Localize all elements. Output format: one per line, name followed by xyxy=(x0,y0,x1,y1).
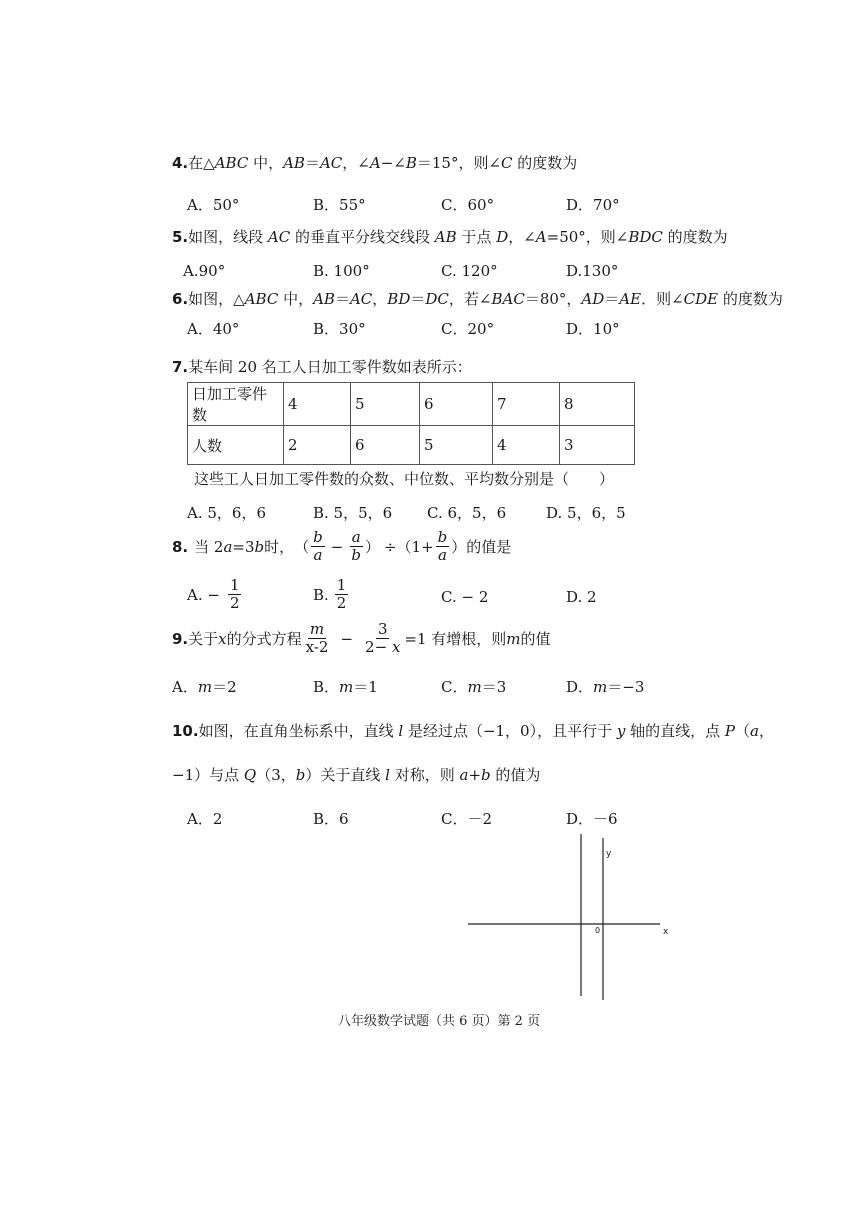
q7-option-d: D. 5，6，5 xyxy=(546,504,626,522)
question-5: 5.如图，线段 AC 的垂直平分线交线段 AB 于点 D，∠A=50°，则∠BDC 的度数为 xyxy=(172,228,728,246)
q6-option-a: A．40° xyxy=(187,320,240,338)
table-cell: 7 xyxy=(493,383,560,426)
q7-option-a: A. 5，6，6 xyxy=(187,504,266,522)
fraction: $\frac{m}{x-2}$ xyxy=(305,620,329,656)
q9-option-c: C．m＝3 xyxy=(441,678,507,696)
q9-option-d: D．m＝−3 xyxy=(566,678,645,696)
fraction: $\frac{1}{2}$ xyxy=(229,576,240,612)
question-number: 4. xyxy=(172,154,189,172)
fraction: $\frac{3}{2- x}$ xyxy=(365,620,401,656)
q9-option-a: A．m＝2 xyxy=(172,678,237,696)
q6-option-d: D．10° xyxy=(566,320,620,338)
q9-option-b: B．m＝1 xyxy=(313,678,378,696)
table-cell: 5 xyxy=(420,426,493,465)
x-axis-label: x xyxy=(663,927,669,937)
table-cell: 3 xyxy=(560,426,635,465)
q8-option-a: A. − $\frac{1}{2}$ xyxy=(187,576,240,612)
q8-option-b: B. $\frac{1}{2}$ xyxy=(313,576,347,612)
table-cell: 6 xyxy=(351,426,420,465)
question-10-line-2: −1）与点 Q（3，b）关于直线 l 对称，则 a+b 的值为 xyxy=(172,766,541,784)
q5-option-a: A.90° xyxy=(183,262,226,280)
table-cell: 6 xyxy=(420,383,493,426)
data-table xyxy=(187,382,635,465)
table-cell: 5 xyxy=(351,383,420,426)
origin-label: 0 xyxy=(595,926,601,935)
table-cell: 4 xyxy=(284,383,351,426)
table-cell: 2 xyxy=(284,426,351,465)
question-number: 7. xyxy=(172,358,189,376)
q10-option-d: D．－6 xyxy=(566,810,618,828)
fraction: $\frac{a}{b}$ xyxy=(351,528,361,564)
fraction: $\frac{b}{a}$ xyxy=(437,528,448,564)
fraction: $\frac{1}{2}$ xyxy=(336,576,347,612)
coordinate-figure xyxy=(460,830,690,1005)
question-number: 9. xyxy=(172,629,189,648)
question-7: 7.某车间 20 名工人日加工零件数如表所示： xyxy=(172,358,472,376)
q6-option-c: C．20° xyxy=(441,320,495,338)
q4-option-a: A．50° xyxy=(187,196,240,214)
question-6: 6.如图，△ABC 中，AB＝AC，BD＝DC，若∠BAC＝80°，AD＝AE．则∠CDE 的度数为 xyxy=(172,290,783,308)
table-row xyxy=(188,383,635,426)
question-9: 9. 关于 x 的分式方程 $\frac{m}{x-2}$ − $\frac{3}{2- x}$ =1 有增根，则 m 的值 xyxy=(172,620,551,656)
q4-option-d: D．70° xyxy=(566,196,620,214)
q8-option-d: D. 2 xyxy=(566,588,597,606)
page-footer: 八年级数学试题（共 6 页）第 2 页 xyxy=(338,1014,541,1029)
table-cell: 8 xyxy=(560,383,635,426)
q10-option-c: C．－2 xyxy=(441,810,493,828)
table-cell: 人数 xyxy=(188,426,284,465)
q4-option-b: B．55° xyxy=(313,196,366,214)
table-cell: 4 xyxy=(493,426,560,465)
q5-option-d: D.130° xyxy=(566,262,619,280)
q5-option-c: C. 120° xyxy=(441,262,498,280)
table-row xyxy=(188,426,635,465)
question-number: 10. xyxy=(172,722,199,740)
q8-option-c: C. − 2 xyxy=(441,588,489,606)
question-number: 8. xyxy=(172,537,189,556)
question-4: 4.在△ABC 中，AB＝AC，∠A−∠B＝15°，则∠C 的度数为 xyxy=(172,154,578,172)
question-8: 8. 当 2 a =3 b 时， （ $\frac{b}{a}$ − $\frac{a}{b}$ ） ÷（1+ $\frac{b}{a}$ ）的值是 xyxy=(172,528,512,564)
question-number: 6. xyxy=(172,290,189,308)
q4-option-c: C．60° xyxy=(441,196,495,214)
q7-option-c: C. 6，5，6 xyxy=(427,504,507,522)
question-10-line-1: 10.如图，在直角坐标系中，直线 l 是经过点（−1，0），且平行于 y 轴的直线，点 P（a， xyxy=(172,722,774,740)
q5-option-b: B. 100° xyxy=(313,262,370,280)
q7-option-b: B. 5，5，6 xyxy=(313,504,393,522)
q7-question-text: 这些工人日加工零件数的众数、中位数、平均数分别是（ ） xyxy=(194,470,615,488)
table-cell: 日加工零件数 xyxy=(188,383,284,426)
y-axis-label: y xyxy=(606,849,612,859)
q10-option-a: A．2 xyxy=(187,810,223,828)
fraction: $\frac{b}{a}$ xyxy=(313,528,323,564)
question-number: 5. xyxy=(172,228,189,246)
q6-option-b: B．30° xyxy=(313,320,366,338)
q10-option-b: B．6 xyxy=(313,810,349,828)
